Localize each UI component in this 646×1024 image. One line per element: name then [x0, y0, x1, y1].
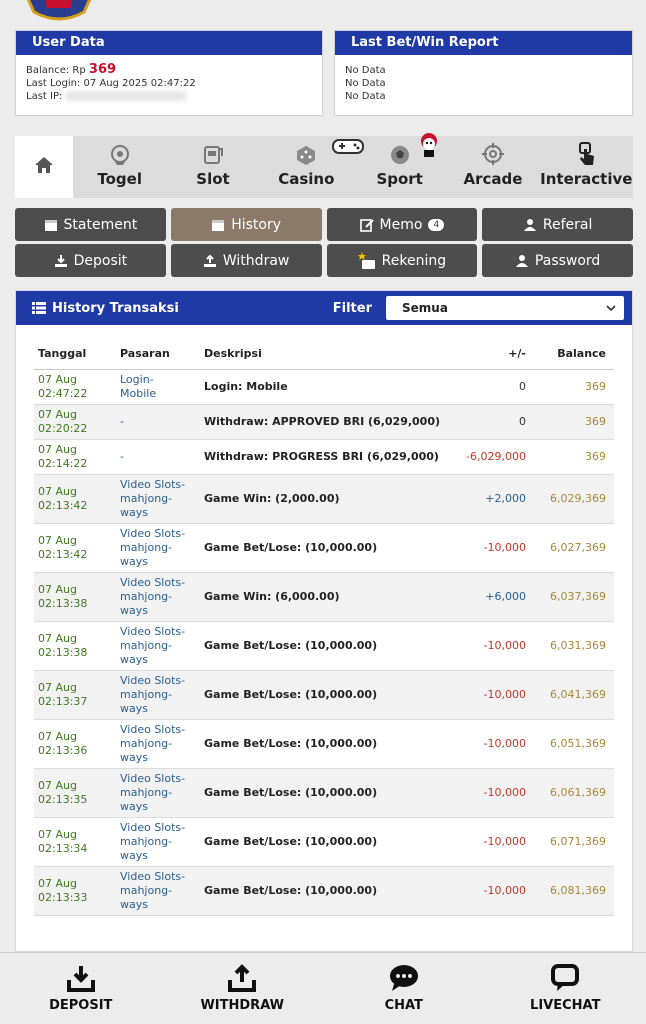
row-market-line: mahjong- [120, 736, 173, 750]
row-market-line: mahjong- [120, 540, 173, 554]
history-header [16, 291, 632, 325]
row-market-line: ways [120, 897, 148, 911]
row-date: 07 Aug [38, 827, 77, 841]
last-report-panel [334, 30, 633, 116]
cell-description: Game Bet/Lose: (10,000.00) [200, 670, 454, 719]
last-report-title: Last Bet/Win Report [335, 31, 632, 55]
nav-withdraw[interactable] [162, 953, 324, 1024]
tab-sport[interactable] [353, 136, 446, 198]
cell-market [116, 866, 200, 915]
tab-arcade[interactable] [446, 136, 539, 198]
col-deskripsi: Deskripsi [200, 339, 454, 369]
row-date: 07 Aug [38, 876, 77, 890]
download-tray-icon [66, 964, 96, 992]
user-data-panel [15, 30, 323, 116]
row-time: 02:13:42 [38, 498, 88, 512]
nav-livechat[interactable] [485, 953, 646, 1024]
referal-button[interactable] [482, 208, 633, 241]
cell-date [34, 621, 116, 670]
report-line: No Data [345, 91, 386, 102]
cell-market [116, 572, 200, 621]
table-header-row [34, 339, 614, 369]
filter-label: Filter [332, 300, 372, 316]
cell-date [34, 369, 116, 404]
last-login: Last Login: 07 Aug 2025 02:47:22 [26, 78, 196, 89]
nav-deposit-label: DEPOSIT [49, 998, 113, 1013]
user-data-title: User Data [16, 31, 322, 55]
cell-date [34, 523, 116, 572]
cell-amount: 0 [454, 369, 534, 404]
cell-market [116, 523, 200, 572]
cell-description: Game Bet/Lose: (10,000.00) [200, 817, 454, 866]
row-date: 07 Aug [38, 778, 77, 792]
cell-market [116, 404, 200, 439]
cell-description: Game Bet/Lose: (10,000.00) [200, 719, 454, 768]
nav-withdraw-label: WITHDRAW [200, 998, 285, 1013]
tab-togel[interactable] [73, 136, 166, 198]
bottom-nav [0, 952, 646, 1024]
cell-amount: -10,000 [454, 866, 534, 915]
deposit-label: Deposit [73, 252, 128, 269]
upload-tray-icon [227, 964, 257, 992]
cell-market [116, 369, 200, 404]
balance-value: 369 [88, 62, 117, 77]
row-market-line: - [120, 414, 124, 428]
row-market-line: ways [120, 554, 148, 568]
row-market-line: Video Slots- [120, 477, 186, 491]
row-market-line: ways [120, 652, 148, 666]
soccer-ball-icon [389, 144, 411, 166]
chat-bubble-icon [388, 964, 420, 992]
memo-label: Memo [379, 216, 423, 233]
password-label: Password [534, 252, 601, 269]
row-time: 02:14:22 [38, 456, 88, 470]
row-market-line: mahjong- [120, 589, 173, 603]
table-row [34, 369, 614, 404]
cell-balance: 6,029,369 [534, 474, 614, 523]
statement-label: Statement [63, 216, 138, 233]
row-market-line: Video Slots- [120, 771, 186, 785]
cell-description: Game Bet/Lose: (10,000.00) [200, 866, 454, 915]
cell-amount: -10,000 [454, 670, 534, 719]
row-market-line: mahjong- [120, 834, 173, 848]
gamepad-icon [331, 136, 365, 156]
row-market-line: Mobile [120, 386, 157, 400]
cell-date [34, 768, 116, 817]
history-transaksi-card [15, 290, 633, 952]
user-icon [515, 254, 529, 268]
cell-balance: 369 [534, 439, 614, 474]
row-market-line: ways [120, 603, 148, 617]
table-row [34, 439, 614, 474]
table-row [34, 523, 614, 572]
row-market-line: Video Slots- [120, 722, 186, 736]
cell-description: Game Bet/Lose: (10,000.00) [200, 621, 454, 670]
withdraw-label: Withdraw [222, 252, 290, 269]
table-row [34, 474, 614, 523]
row-time: 02:47:22 [38, 386, 88, 400]
row-market-line: Video Slots- [120, 526, 186, 540]
cell-balance: 6,061,369 [534, 768, 614, 817]
deposit-icon [54, 254, 68, 268]
balance-row [26, 63, 312, 77]
calendar-icon [44, 218, 58, 232]
tab-slot[interactable] [166, 136, 259, 198]
cell-description: Game Win: (6,000.00) [200, 572, 454, 621]
cell-market [116, 474, 200, 523]
table-row [34, 768, 614, 817]
cell-date [34, 474, 116, 523]
lottery-ball-icon [109, 144, 131, 166]
touch-icon [575, 142, 597, 166]
cell-balance: 6,051,369 [534, 719, 614, 768]
cell-market [116, 621, 200, 670]
game-category-tabs [15, 136, 633, 198]
row-market-line: mahjong- [120, 883, 173, 897]
row-market-line: Video Slots- [120, 624, 186, 638]
cell-amount: -6,029,000 [454, 439, 534, 474]
row-date: 07 Aug [38, 484, 77, 498]
cell-date [34, 866, 116, 915]
row-market-line: - [120, 449, 124, 463]
row-date: 07 Aug [38, 372, 77, 386]
row-date: 07 Aug [38, 533, 77, 547]
row-date: 07 Aug [38, 729, 77, 743]
cell-date [34, 572, 116, 621]
tab-interactive[interactable] [540, 136, 633, 198]
row-market-line: ways [120, 848, 148, 862]
tab-label: Slot [196, 170, 230, 188]
nav-deposit[interactable] [0, 953, 162, 1024]
withdraw-icon [203, 254, 217, 268]
row-market-line: Video Slots- [120, 820, 186, 834]
table-row [34, 572, 614, 621]
password-button[interactable] [482, 244, 633, 277]
cell-date [34, 670, 116, 719]
cell-market [116, 817, 200, 866]
cell-amount: -10,000 [454, 817, 534, 866]
message-square-icon [550, 964, 580, 992]
tab-label: Togel [97, 170, 142, 188]
row-market-line: Video Slots- [120, 869, 186, 883]
tab-home[interactable] [15, 136, 73, 198]
last-ip-row [26, 90, 312, 103]
referal-label: Referal [542, 216, 593, 233]
cell-description: Game Bet/Lose: (10,000.00) [200, 523, 454, 572]
last-ip-label: Last IP: [26, 91, 63, 102]
home-icon [34, 156, 54, 174]
history-title [32, 301, 333, 316]
edit-icon [360, 218, 374, 232]
report-line: No Data [345, 78, 386, 89]
row-time: 02:13:36 [38, 743, 88, 757]
filter-value: Semua [402, 301, 448, 315]
tab-label: Arcade [463, 170, 523, 188]
table-row [34, 621, 614, 670]
crosshair-icon [481, 142, 505, 166]
row-market-line: ways [120, 505, 148, 519]
withdraw-button[interactable] [171, 244, 322, 277]
row-date: 07 Aug [38, 631, 77, 645]
list-icon [32, 302, 46, 314]
report-line: No Data [345, 65, 386, 76]
col-tanggal: Tanggal [34, 339, 116, 369]
col-amount: +/- [454, 339, 534, 369]
nav-chat-label: CHAT [384, 998, 423, 1013]
history-table [34, 339, 614, 916]
memo-count-badge: 4 [428, 219, 444, 231]
row-market-line: ways [120, 701, 148, 715]
cell-amount: -10,000 [454, 768, 534, 817]
cell-amount: +6,000 [454, 572, 534, 621]
row-date: 07 Aug [38, 582, 77, 596]
cell-market [116, 768, 200, 817]
row-time: 02:13:33 [38, 890, 88, 904]
slot-machine-icon [202, 144, 224, 166]
table-row [34, 817, 614, 866]
account-menu [15, 208, 633, 277]
cell-balance: 369 [534, 404, 614, 439]
row-time: 02:13:38 [38, 596, 88, 610]
row-time: 02:13:35 [38, 792, 88, 806]
cell-description: Game Bet/Lose: (10,000.00) [200, 768, 454, 817]
row-time: 02:13:34 [38, 841, 88, 855]
col-balance: Balance [534, 339, 614, 369]
row-market-line: mahjong- [120, 785, 173, 799]
row-market-line: mahjong- [120, 638, 173, 652]
row-market-line: mahjong- [120, 687, 173, 701]
row-market-line: Login- [120, 372, 154, 386]
cell-date [34, 719, 116, 768]
cell-description: Withdraw: APPROVED BRI (6,029,000) [200, 404, 454, 439]
cell-description: Withdraw: PROGRESS BRI (6,029,000) [200, 439, 454, 474]
table-row [34, 404, 614, 439]
cell-date [34, 817, 116, 866]
col-pasaran: Pasaran [116, 339, 200, 369]
row-market-line: ways [120, 750, 148, 764]
table-row [34, 866, 614, 915]
tab-label: Casino [278, 170, 335, 188]
row-time: 02:20:22 [38, 421, 88, 435]
balance-label: Balance: Rp [26, 65, 86, 76]
row-time: 02:13:42 [38, 547, 88, 561]
tab-label: Interactive [540, 170, 633, 188]
table-row [34, 670, 614, 719]
cell-date [34, 404, 116, 439]
bank-card-icon [358, 252, 376, 270]
cell-balance: 6,027,369 [534, 523, 614, 572]
last-ip-redacted [66, 91, 186, 101]
cell-amount: -10,000 [454, 523, 534, 572]
calendar-icon [211, 218, 225, 232]
row-market-line: Video Slots- [120, 575, 186, 589]
statement-button[interactable] [15, 208, 166, 241]
cell-market [116, 719, 200, 768]
tab-label: Sport [376, 170, 423, 188]
cell-amount: +2,000 [454, 474, 534, 523]
cell-balance: 369 [534, 369, 614, 404]
row-date: 07 Aug [38, 442, 77, 456]
cell-balance: 6,071,369 [534, 817, 614, 866]
cell-balance: 6,081,369 [534, 866, 614, 915]
deposit-button[interactable] [15, 244, 166, 277]
history-button[interactable] [171, 208, 322, 241]
row-date: 07 Aug [38, 407, 77, 421]
row-market-line: Video Slots- [120, 673, 186, 687]
table-row [34, 719, 614, 768]
memo-button[interactable] [327, 208, 478, 241]
user-icon [523, 218, 537, 232]
rekening-label: Rekening [381, 252, 447, 269]
cell-market [116, 670, 200, 719]
cell-amount: 0 [454, 404, 534, 439]
cell-description: Game Win: (2,000.00) [200, 474, 454, 523]
rekening-button[interactable] [327, 244, 478, 277]
row-market-line: mahjong- [120, 491, 173, 505]
cell-balance: 6,031,369 [534, 621, 614, 670]
cell-balance: 6,037,369 [534, 572, 614, 621]
mascot-icon [418, 132, 440, 158]
row-market-line: ways [120, 799, 148, 813]
nav-chat[interactable] [323, 953, 485, 1024]
row-time: 02:13:37 [38, 694, 88, 708]
history-label: History [231, 216, 282, 233]
row-date: 07 Aug [38, 680, 77, 694]
cell-balance: 6,041,369 [534, 670, 614, 719]
row-time: 02:13:38 [38, 645, 88, 659]
cell-amount: -10,000 [454, 719, 534, 768]
cell-market [116, 439, 200, 474]
cell-amount: -10,000 [454, 621, 534, 670]
cell-description: Login: Mobile [200, 369, 454, 404]
nav-livechat-label: LIVECHAT [530, 998, 601, 1013]
cell-date [34, 439, 116, 474]
filter-select[interactable] [386, 296, 624, 320]
site-logo[interactable] [18, 0, 100, 24]
chevron-down-icon [606, 305, 616, 311]
dice-icon [295, 144, 317, 166]
history-title-text: History Transaksi [52, 300, 179, 316]
